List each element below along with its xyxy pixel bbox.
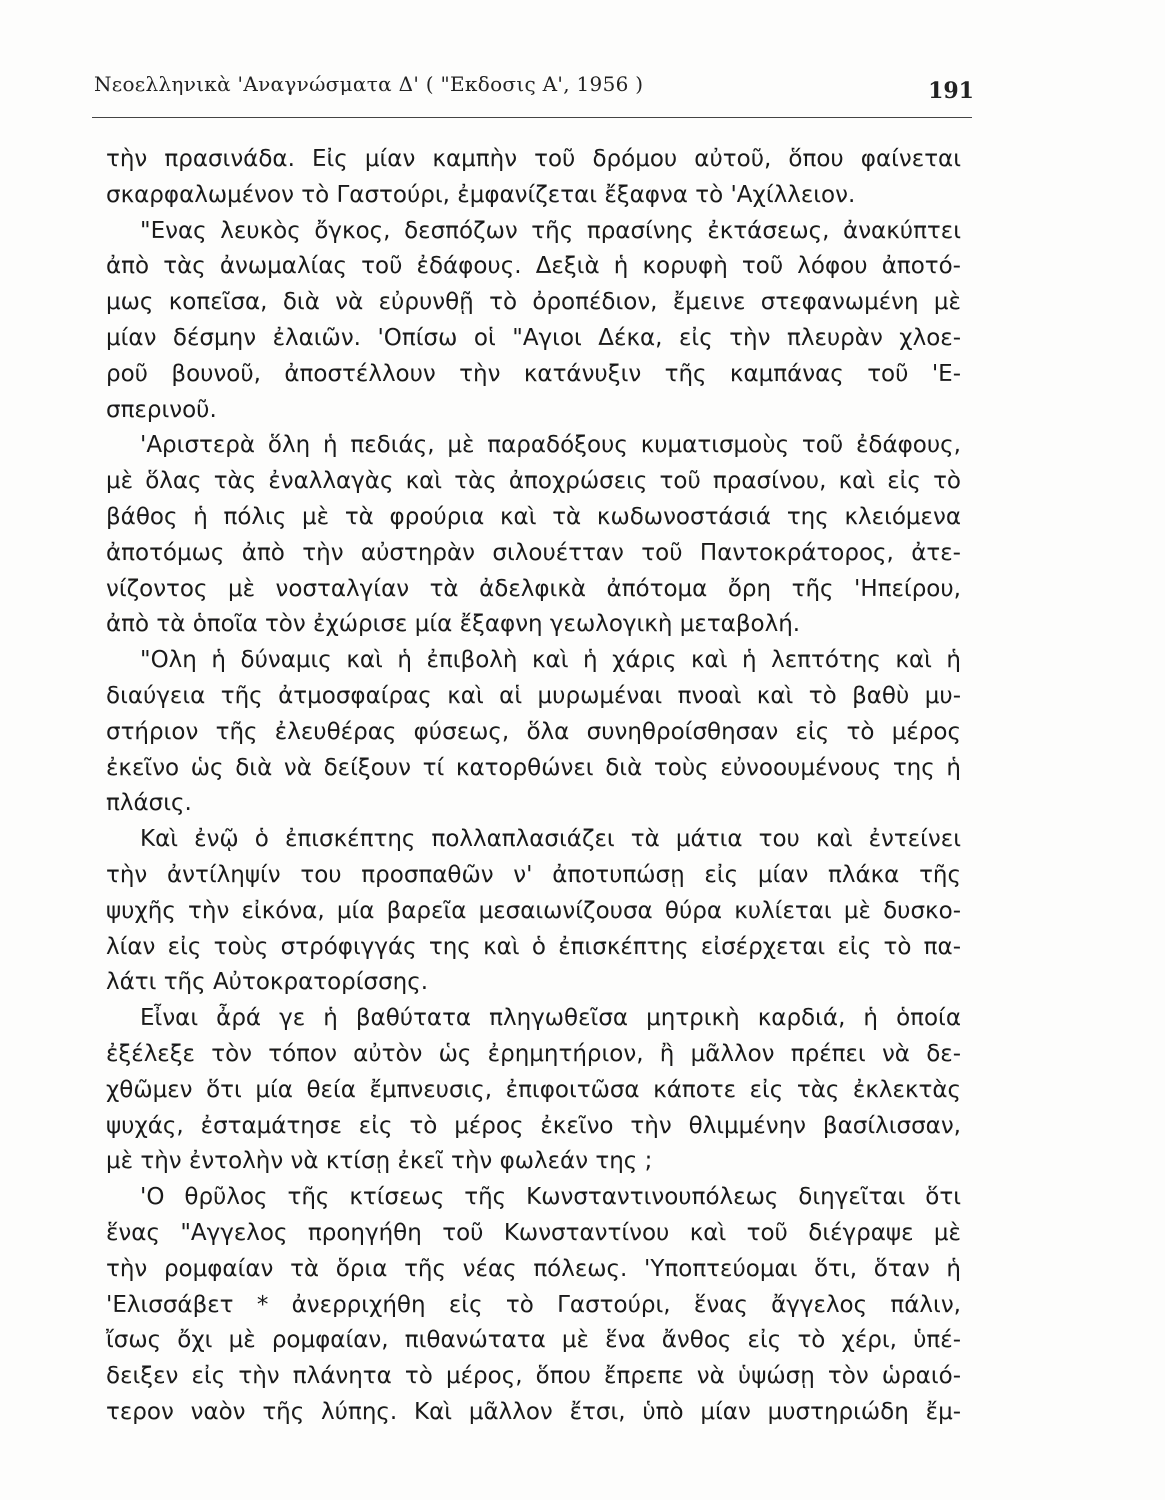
body-text	[106, 142, 961, 1431]
text-line: λάτι τῆς Αὐτοκρατορίσσης.	[106, 969, 429, 996]
text-line: "Ολη ἡ δύναμις καὶ ἡ ἐπιβολὴ καὶ ἡ χάρις καὶ ἡ λεπτότης καὶ ἡ	[140, 647, 961, 674]
text-line: 'Ο θρῦλος τῆς κτίσεως τῆς Κωνσταντινουπόλεως διηγεῖται ὅτι	[140, 1184, 961, 1211]
text-line: μὲ ὅλας τὰς ἐναλλαγὰς καὶ τὰς ἀποχρώσεις τοῦ πρασίνου, καὶ εἰς τὸ	[106, 468, 961, 495]
page-number: 191	[928, 78, 974, 104]
book-title: Νεοελληνικὰ 'Αναγνώσματα Δ' ( "Εκδοσις Α', 1956 )	[94, 72, 644, 96]
text-line: Καὶ ἐνῷ ὁ ἐπισκέπτης πολλαπλασιάζει τὰ μάτια του καὶ ἐντείνει	[140, 826, 961, 853]
text-line: ροῦ βουνοῦ, ἀποστέλλουν τὴν κατάνυξιν τῆς καμπάνας τοῦ 'Ε-	[106, 360, 961, 387]
text-line: ψυχῆς τὴν εἰκόνα, μία βαρεῖα μεσαιωνίζουσα θύρα κυλίεται μὲ δυσκο-	[106, 897, 961, 924]
text-line: ψυχάς, ἐσταμάτησε εἰς τὸ μέρος ἐκεῖνο τὴν θλιμμένην βασίλισσαν,	[106, 1112, 961, 1139]
text-line: ἐκεῖνο ὡς διὰ νὰ δείξουν τί κατορθώνει διὰ τοὺς εὐνοουμένους της ἡ	[106, 754, 961, 781]
text-line: τὴν πρασινάδα. Εἰς μίαν καμπὴν τοῦ δρόμου αὐτοῦ, ὅπου φαίνεται	[106, 146, 961, 172]
text-line: ἀποτόμως ἀπὸ τὴν αὐστηρὰν σιλουέτταν τοῦ Παντοκράτορος, ἀτε-	[106, 539, 961, 566]
text-line: τὴν ἀντίληψίν του προσπαθῶν ν' ἀποτυπώσῃ εἰς μίαν πλάκα τῆς	[106, 861, 961, 888]
text-line: βάθος ἡ πόλις μὲ τὰ φρούρια καὶ τὰ κωδωνοστάσιά της κλειόμενα	[106, 503, 961, 530]
running-header	[94, 68, 974, 108]
text-line: διαύγεια τῆς ἀτμοσφαίρας καὶ αἱ μυρωμέναι πνοαὶ καὶ τὸ βαθὺ μυ-	[106, 682, 961, 709]
text-line: μως κοπεῖσα, διὰ νὰ εὐρυνθῇ τὸ ὀροπέδιον, ἔμεινε στεφανωμένη μὲ	[106, 289, 961, 316]
text-line: 'Ελισσάβετ * ἀνερριχήθη εἰς τὸ Γαστούρι, ἕνας ἄγγελος πάλιν,	[106, 1291, 961, 1318]
text-line: πλάσις.	[106, 790, 192, 817]
text-line: σκαρφαλωμένον τὸ Γαστούρι, ἐμφανίζεται ἔξαφνα τὸ 'Αχίλλειον.	[106, 181, 856, 208]
text-line: τὴν ρομφαίαν τὰ ὅρια τῆς νέας πόλεως. 'Υποπτεύομαι ὅτι, ὅταν ἡ	[106, 1255, 961, 1282]
text-line: λίαν εἰς τοὺς στρόφιγγάς της καὶ ὁ ἐπισκέπτης εἰσέρχεται εἰς τὸ πα-	[106, 933, 961, 960]
text-line: δειξεν εἰς τὴν πλάνητα τὸ μέρος, ὅπου ἔπρεπε νὰ ὑψώσῃ τὸν ὡραιό-	[106, 1363, 961, 1390]
text-line: μίαν δέσμην ἐλαιῶν. 'Οπίσω οἱ "Αγιοι Δέκα, εἰς τὴν πλευρὰν χλοε-	[106, 324, 961, 351]
text-line: νίζοντος μὲ νοσταλγίαν τὰ ἀδελφικὰ ἀπότομα ὄρη τῆς 'Ηπείρου,	[106, 575, 961, 602]
text-line: ἐξέλεξε τὸν τόπον αὐτὸν ὡς ἐρημητήριον, ἢ μᾶλλον πρέπει νὰ δε-	[106, 1040, 961, 1067]
text-line: ἕνας "Αγγελος προηγήθη τοῦ Κωνσταντίνου καὶ τοῦ διέγραψε μὲ	[106, 1219, 961, 1246]
text-line: "Ενας λευκὸς ὄγκος, δεσπόζων τῆς πρασίνης ἐκτάσεως, ἀνακύπτει	[140, 217, 961, 244]
text-line: ἀπὸ τὰς ἀνωμαλίας τοῦ ἐδάφους. Δεξιὰ ἡ κορυφὴ τοῦ λόφου ἀποτό-	[106, 253, 961, 280]
header-rule	[92, 117, 972, 118]
text-line: σπερινοῦ.	[106, 396, 217, 423]
text-line: μὲ τὴν ἐντολὴν νὰ κτίσῃ ἐκεῖ τὴν φωλεάν της ;	[106, 1148, 653, 1175]
text-line: τερον ναὸν τῆς λύπης. Καὶ μᾶλλον ἔτσι, ὑπὸ μίαν μυστηριώδη ἔμ-	[106, 1398, 961, 1425]
text-line: 'Αριστερὰ ὅλη ἡ πεδιάς, μὲ παραδόξους κυματισμοὺς τοῦ ἐδάφους,	[140, 432, 961, 459]
text-line: χθῶμεν ὅτι μία θεία ἔμπνευσις, ἐπιφοιτῶσα κάποτε εἰς τὰς ἐκλεκτὰς	[106, 1076, 961, 1103]
text-line: στήριον τῆς ἐλευθέρας φύσεως, ὅλα συνηθροίσθησαν εἰς τὸ μέρος	[106, 718, 961, 745]
text-line: Εἶναι ἆρά γε ἡ βαθύτατα πληγωθεῖσα μητρικὴ καρδιά, ἡ ὁποία	[140, 1005, 961, 1032]
text-line: ἀπὸ τὰ ὁποῖα τὸν ἐχώρισε μία ἔξαφνη γεωλογικὴ μεταβολή.	[106, 611, 801, 638]
text-line: ἴσως ὄχι μὲ ρομφαίαν, πιθανώτατα μὲ ἕνα ἄνθος εἰς τὸ χέρι, ὑπέ-	[106, 1327, 961, 1354]
